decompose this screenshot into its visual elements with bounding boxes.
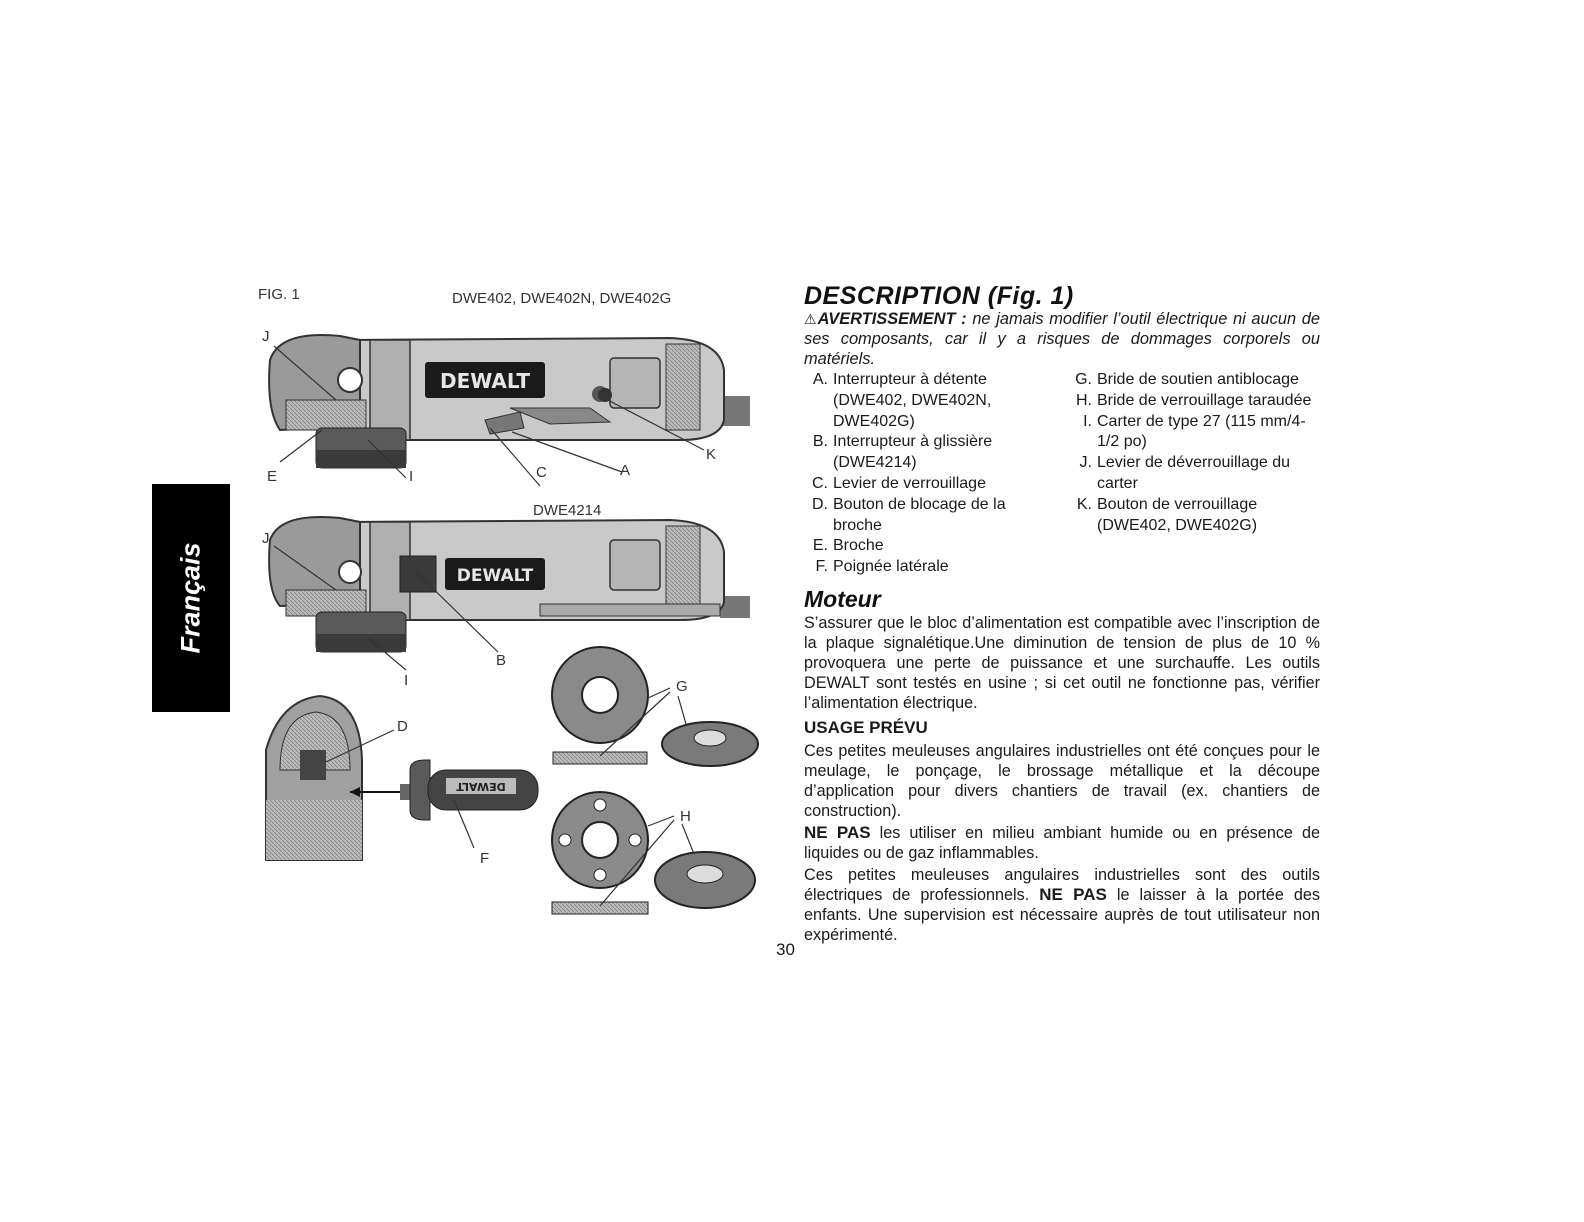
description-heading: DESCRIPTION (Fig. 1)	[804, 282, 1074, 310]
brand-handle-text: DEWALT	[456, 780, 506, 793]
usage-paragraph-3-text-b: le laisser à la portée des enfants. Une supervision est nécessaire auprès de tout utilisateur non expérimenté.	[804, 886, 1320, 944]
brand-top-text: DEWALT	[440, 369, 530, 393]
ne-pas-strong: NE PAS	[804, 823, 871, 842]
language-tab	[152, 484, 230, 712]
callout-c: C	[536, 464, 547, 481]
callout-e: E	[267, 468, 278, 485]
callout-k: K	[706, 446, 717, 463]
usage-paragraph-3-text-a: Ces petites meuleuses angulaires industrielles sont des outils électriques de professionnels.	[804, 866, 1320, 904]
callout-i-mid: I	[404, 672, 409, 689]
parts-item: F. Poignée latérale	[815, 558, 949, 576]
language-tab-label: Français	[175, 542, 206, 654]
top-model-label: DWE402, DWE402N, DWE402G	[452, 290, 672, 307]
flange-h	[552, 792, 755, 914]
warning-text: ne jamais modifier l’outil électrique ni aucun de ses composants, car il y a risques de dommages corporels ou matériels.	[804, 310, 1320, 368]
mid-model-label: DWE4214	[533, 502, 602, 519]
moteur-paragraph: S’assurer que le bloc d’alimentation est compatible avec l’inscription de la plaque signalétique.Une diminution de tension de plus de 10 % provoquera une perte de puissance et une surchauffe. Les outils DEWALT sont testés en usine ; si cet outil ne fonctionne pas, vérifier l’alimentation électrique.	[804, 614, 1320, 712]
parts-item: G. Bride de soutien antiblocage	[1075, 371, 1299, 388]
parts-item: E. Broche	[812, 537, 884, 555]
callout-b: B	[496, 652, 507, 669]
side-handle-detail	[350, 760, 538, 820]
grinder-illustration	[250, 300, 770, 920]
parts-item: H. Bride de verrouillage taraudée	[1076, 391, 1312, 409]
warning-label: AVERTISSEMENT :	[817, 310, 967, 328]
parts-item: J. Levier de déverrouillage du carter	[1079, 454, 1291, 492]
brand-mid-text: DEWALT	[456, 566, 534, 586]
parts-item: B. Interrupteur à glissière (DWE4214)	[812, 433, 993, 472]
moteur-heading: Moteur	[804, 586, 881, 612]
parts-item: D. Bouton de blocage de la broche	[812, 495, 1006, 534]
usage-paragraph-2-text: les utiliser en milieu ambiant humide ou en présence de liquides ou de gaz inflammables.	[804, 824, 1320, 862]
callout-j-mid: J	[262, 530, 270, 547]
fig-label: FIG. 1	[258, 286, 300, 303]
parts-item: A. Interrupteur à détente (DWE402, DWE402N, DWE402G)	[812, 371, 992, 430]
parts-list-right	[1072, 370, 1322, 536]
parts-item: I. Carter de type 27 (115 mm/4-1/2 po)	[1083, 412, 1306, 451]
parts-list-left	[808, 370, 1048, 578]
callout-i-top: I	[409, 468, 414, 485]
grinder-middle	[269, 517, 750, 652]
callout-d: D	[397, 718, 408, 735]
parts-item: K. Bouton de verrouillage (DWE402, DWE402G)	[1076, 495, 1258, 534]
usage-paragraph-3	[804, 865, 1320, 945]
page-number: 30	[776, 940, 795, 959]
spindle-lock-detail	[266, 696, 362, 860]
usage-paragraph-2	[804, 823, 1320, 863]
callout-g: G	[676, 678, 688, 695]
parts-item: C. Levier de verrouillage	[812, 474, 986, 492]
callout-f: F	[480, 850, 490, 867]
usage-paragraph-1: Ces petites meuleuses angulaires industrielles ont été conçues pour le meulage, le ponçage, le brossage métallique et la découpe d’application pour divers chantiers de travail (ex. chantiers de construction).	[804, 742, 1320, 820]
grinder-top	[269, 335, 750, 468]
callout-h: H	[680, 808, 691, 825]
ne-pas-strong: NE PAS	[1039, 885, 1107, 904]
callout-j-top: J	[262, 328, 270, 345]
warning-paragraph	[804, 309, 1320, 369]
warning-icon: ⚠	[804, 311, 818, 327]
callout-a: A	[620, 462, 631, 479]
usage-heading: USAGE PRÉVU	[804, 718, 928, 737]
